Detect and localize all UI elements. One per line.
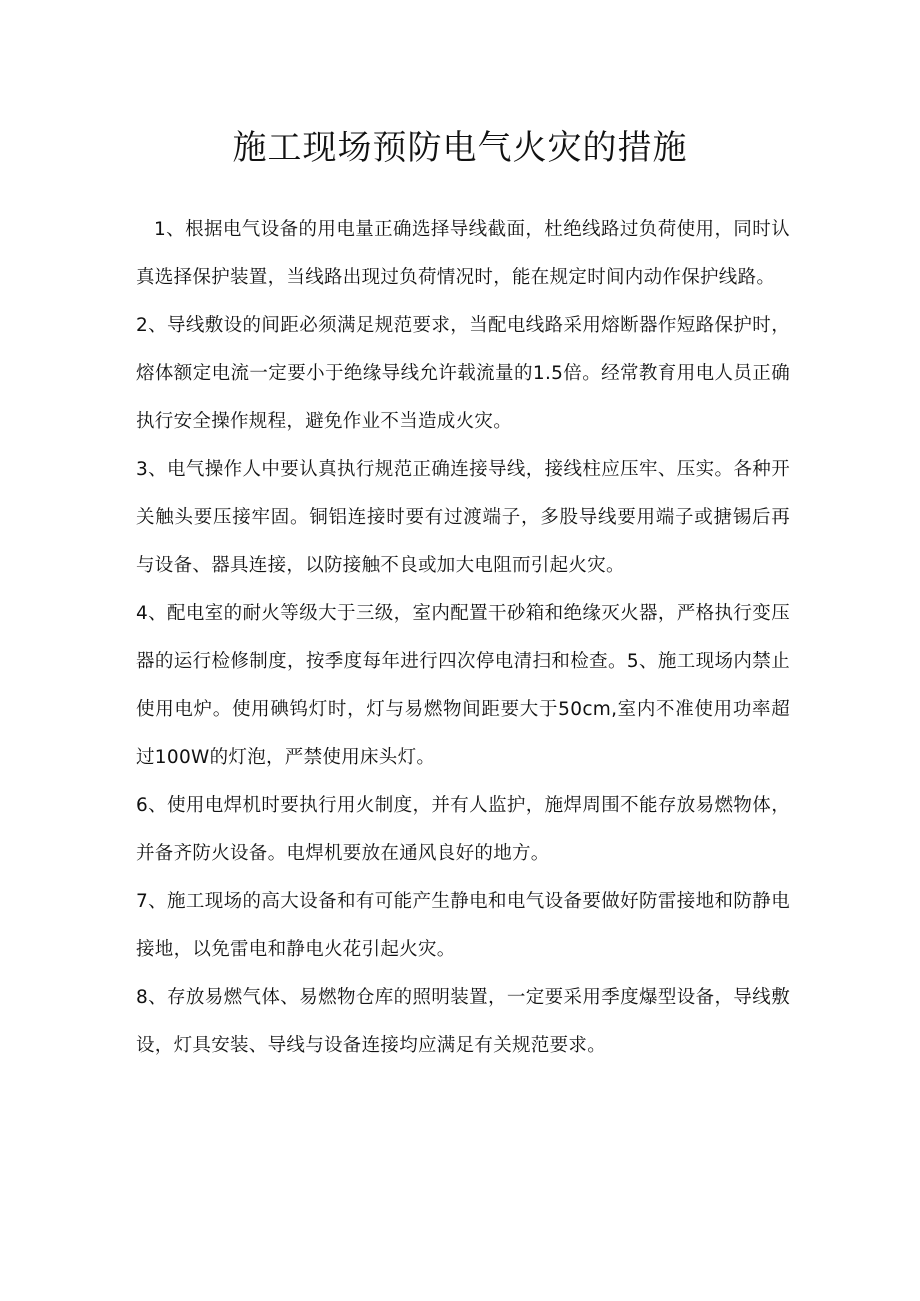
paragraph-6: 6、使用电焊机时要执行用火制度，并有人监护，施焊周围不能存放易燃物体，并备齐防火设备。电焊机要放在通风良好的地方。 bbox=[136, 795, 790, 864]
paragraph-2: 2、导线敷设的间距必须满足规范要求，当配电线路采用熔断器作短路保护时，熔体额定电流一定要小于绝缘导线允许载流量的1.5倍。经常教育用电人员正确执行安全操作规程，避免作业不当造成火灾。 bbox=[136, 315, 790, 432]
page-title: 施工现场预防电气火灾的措施 bbox=[232, 128, 688, 168]
paragraph-4: 4、配电室的耐火等级大于三级，室内配置干砂箱和绝缘灭火器，严格执行变压器的运行检修制度，按季度每年进行四次停电清扫和检查。5、施工现场内禁止使用电炉。使用碘钨灯时，灯与易燃物间距要大于50cm,室内不准使用功率超过100W的灯泡，严禁使用床头灯。 bbox=[136, 603, 790, 768]
paragraph-3: 3、电气操作人中要认真执行规范正确连接导线，接线柱应压牢、压实。各种开关触头要压接牢固。铜铝连接时要有过渡端子，多股导线要用端子或搪锡后再与设备、器具连接，以防接触不良或加大电阻而引起火灾。 bbox=[136, 459, 790, 576]
paragraph-1: 1、根据电气设备的用电量正确选择导线截面，杜绝线路过负荷使用，同时认真选择保护装置，当线路出现过负荷情况时，能在规定时间内动作保护线路。 bbox=[136, 219, 790, 288]
paragraph-8: 8、存放易燃气体、易燃物仓库的照明装置，一定要采用季度爆型设备，导线敷设，灯具安装、导线与设备连接均应满足有关规范要求。 bbox=[136, 987, 790, 1056]
document-body bbox=[136, 206, 790, 1070]
paragraph-7: 7、施工现场的高大设备和有可能产生静电和电气设备要做好防雷接地和防静电接地，以免雷电和静电火花引起火灾。 bbox=[136, 891, 790, 960]
